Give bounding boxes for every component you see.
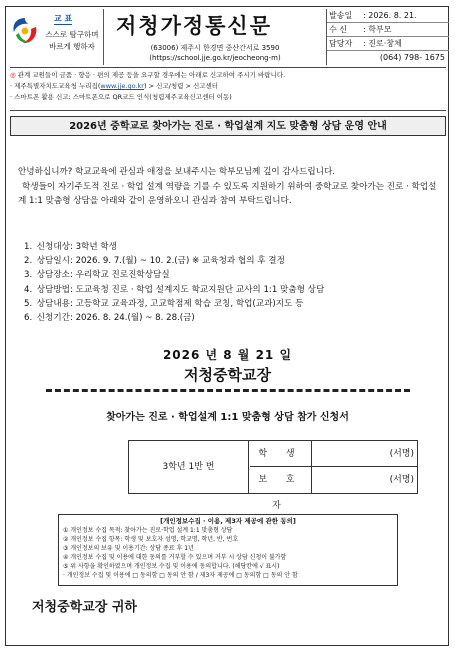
header-divider [10, 67, 446, 68]
meta-send-date: 발송일 : 2026. 8. 21. [327, 9, 449, 23]
list-item [24, 240, 436, 254]
item-text: 신청기간: 2026. 8. 24.(월) ~ 8. 28.(금) [36, 313, 195, 324]
consent-line: ② 개인정보 수집 항목: 학생 및 보호자 성명, 학교명, 학년, 반, 번호 [63, 536, 239, 543]
list-item [24, 297, 436, 311]
addressee: 저청중학교장 귀하 [32, 600, 137, 615]
motto-line-2: 바르게 행하자 [49, 42, 95, 51]
emblem-caption: 교 표 [54, 14, 73, 23]
consent-checkbox-line[interactable]: · 개인정보 수집 및 이용에 □ 동의함 □ 동의 안 함 / 제3자 제공에 □ 동의함 □ 동의 안 함 [63, 572, 298, 579]
parent-label: 보 호 자 [250, 467, 312, 493]
issue-date: 2026 년 8 월 21 일 [162, 348, 293, 362]
item-number: 2. [24, 256, 33, 267]
meta-value: 학부모 [368, 25, 392, 34]
parent-signature-field[interactable]: (서명) [389, 475, 414, 485]
item-text: 상담내용: 고등학교 교육과정, 고교학점제 학습 코칭, 학업(교과)지도 등 [36, 298, 304, 309]
list-item [24, 254, 436, 268]
meta-value: 2026. 8. 21. [368, 11, 417, 20]
consent-line: ④ 개인정보 수집 및 이용에 대한 동의를 거부할 수 있으며 거부 시 상담 신청이 불가함 [63, 554, 287, 561]
motto-line-1: 스스로 탐구하며 [45, 30, 99, 39]
greeting-line-1: 안녕하십니까? 학교교육에 관심과 애정을 보내주시는 학부모님께 깊이 감사드립니다. [18, 167, 335, 177]
meta-phone: (064) 798- 1675 [379, 53, 445, 62]
consent-line: ① 개인정보 수집 목적: 찾아가는 진로·학업 설계 1:1 맞춤형 상담 [63, 527, 233, 534]
parent-row [250, 467, 417, 511]
newsletter-header [6, 9, 449, 65]
integrity-notice [10, 70, 446, 103]
list-item [24, 268, 436, 282]
address-line: (63006) 제주시 한경면 중산간서로 3590 [150, 44, 280, 52]
notice-divider [10, 110, 446, 111]
item-number: 4. [24, 284, 33, 295]
consent-line: ③ 개인정보의 보유 및 이용기간: 상담 종료 후 1년 [63, 545, 194, 552]
meta-key: 발송일 [329, 11, 353, 20]
notice-line-2 [10, 81, 446, 92]
meta-box [326, 9, 449, 65]
notice-text: · 제주특별자치도교육청 누리집( [10, 82, 101, 90]
title-box [106, 9, 324, 65]
item-text: 상담일시: 2026. 9. 7.(월) ~ 10. 2.(금) ※ 교육청과 협의 후 결정 [36, 256, 285, 267]
notice-line-1 [10, 70, 446, 81]
grade-class-field[interactable]: 3학년 1반 번 [129, 441, 249, 493]
meta-key: 담당자 [329, 39, 353, 48]
notice-text: 관계 교원들이 금품 · 향응 · 편의 제공 등을 요구할 경우에는 아래로 신고하여 주시기 바랍니다. [17, 71, 286, 79]
consent-title: [개인정보수집 · 이용, 제3자 제공에 관한 동의] [160, 517, 296, 525]
meta-recipient: 수 신 : 학부모 [327, 23, 449, 37]
item-number: 6. [24, 313, 33, 324]
student-signature-field[interactable]: (서명) [389, 449, 414, 459]
warning-icon: ◎ [10, 71, 18, 79]
school-motto [42, 29, 102, 53]
application-form [128, 440, 418, 511]
item-text: 신청대상: 3학년 학생 [36, 242, 117, 252]
consent-line: ⑤ 위 사항을 확인하였으며 개인정보 수집 및 이용에 동의합니다. (해당칸에 √ 표시) [63, 563, 280, 570]
cut-line [46, 389, 410, 392]
details-list [24, 240, 436, 325]
greeting-line-2: 학생들이 자기주도적 진로 · 학업 설계 역량을 기를 수 있도록 지원하기 위하여 중학교로 찾아가는 진로 · 학업설계 1:1 맞춤형 상담을 아래와 같이 운영하오니 관심과 참여 부탁드립니다. [18, 182, 437, 206]
item-number: 3. [24, 270, 33, 281]
student-label: 학 생 [250, 441, 312, 467]
meta-value: 진로·창체 [368, 39, 402, 48]
school-address [106, 43, 324, 63]
main-title: 2026년 중학교로 찾아가는 진로 · 학업설계 지도 맞춤형 상담 운영 안내 [10, 116, 446, 136]
notice-text: ) > 신고/청렴 > 신고센터 [143, 82, 219, 90]
school-emblem-icon [10, 15, 40, 47]
list-item [24, 283, 436, 297]
meta-key: 수 신 [329, 25, 347, 34]
principal-signature: 저청중학교장 [184, 366, 271, 384]
privacy-consent-box [58, 514, 398, 586]
item-text: 상담장소: 우리학교 진로진학상담실 [36, 270, 170, 281]
homepage-url[interactable]: (https://school.jje.go.kr/jeocheong-m) [149, 54, 281, 62]
item-number: 5. [24, 298, 33, 309]
item-text: 상담방법: 도교육청 진로 · 학업 설계지도 학교지원단 교사의 1:1 맞춤형 상담 [36, 284, 325, 295]
list-item [24, 311, 436, 325]
report-site-link[interactable]: www.jje.go.kr [100, 82, 144, 90]
item-number: 1. [24, 242, 33, 252]
school-emblem-box [6, 9, 104, 65]
newsletter-title: 저청가정통신문 [116, 13, 273, 38]
notice-line-3: · 스마트폰 활용 신고: 스마트폰으로 QR코드 인식(청렴제주교육신고센터 이동) [10, 93, 232, 101]
meta-contact: 담당자 : 진로·창체 [327, 37, 449, 51]
student-row [250, 441, 417, 467]
form-title: 찾아가는 진로 · 학업설계 1:1 맞춤형 상담 참가 신청서 [106, 412, 349, 423]
